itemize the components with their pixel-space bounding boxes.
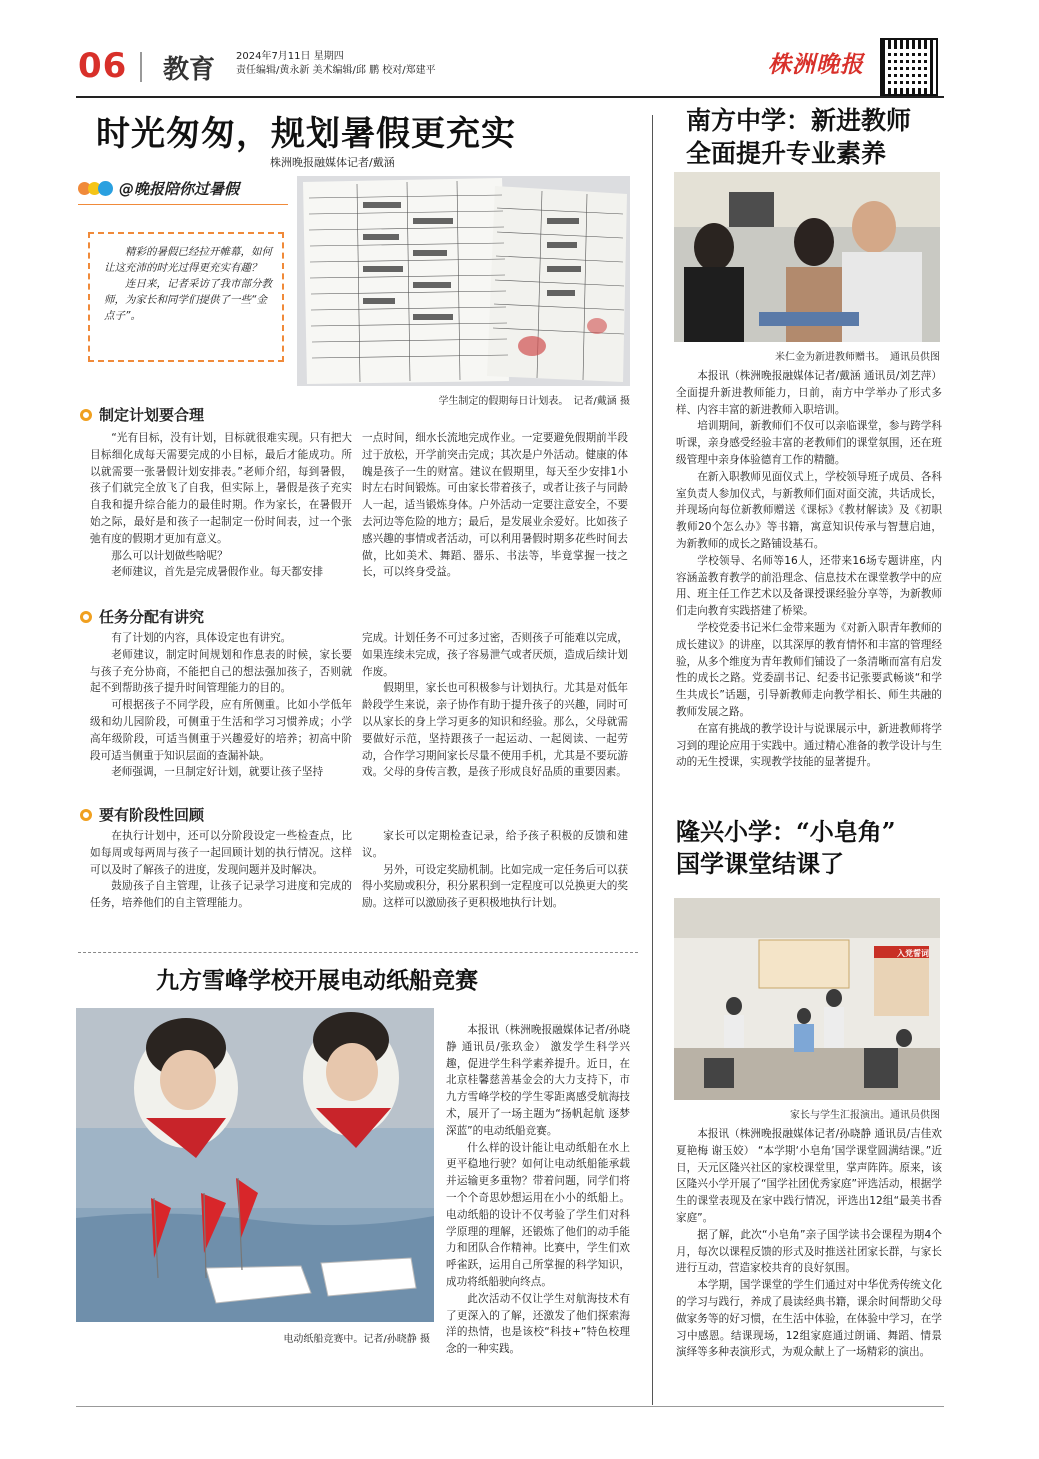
article-paragraph: 学校党委书记米仁金带来题为《对新入职青年教师的成长建议》的讲座，以其深厚的教育情怀和丰富的管理经验，从多个维度为青年教师们铺设了一条清晰而富有启发性的成长之路。党委副书记、纪委书记张要武畅谈“和学生共成长”话题，引导新教师走向教学相长、师生共融的教师发展之路。 xyxy=(676,621,942,718)
section3-left-column xyxy=(90,828,352,952)
longxing-photo-caption: 家长与学生汇报演出。通讯员供图 xyxy=(790,1110,940,1121)
article-paragraph: 那么可以计划做些啥呢？ xyxy=(111,549,228,562)
section2-left-column xyxy=(90,630,352,802)
title-line: 全面提升专业素养 xyxy=(686,139,887,168)
section3-right-column xyxy=(362,828,628,952)
plan-sheet-photo xyxy=(297,176,630,386)
article-paragraph: 家长可以定期检查记录，给予孩子积极的反馈和建议。 xyxy=(362,830,628,859)
newspaper-logo: 株洲晚报 xyxy=(768,51,864,78)
article-paragraph: 培训期间，新教师们不仅可以亲临课堂，参与跨学科听课，亲身感受经验丰富的老教师们的课堂氛围，还在班级管理中亲身体验德育工作的精髓。 xyxy=(676,420,942,466)
section1-left-column xyxy=(90,430,352,602)
article-paragraph: 老师强调，一旦制定好计划，就要让孩子坚持 xyxy=(111,766,324,779)
article-paragraph: “光有目标，没有计划，目标就很难实现。只有把大目标细化成每天需要完成的小目标，最后才能成功。所以就需要一张暑假计划安排表。”老师介绍，每到暑假，孩子们就完全放飞了自我，但实际上，暑假是孩子充实自我和提升综合能力的最佳时期。作为家长，在暑假开始之际，最好是和孩子一起制定一份时间表，过一个张弛有度的假期才更加有意义。 xyxy=(90,432,352,545)
article-paragraph: 在富有挑战的教学设计与说课展示中，新进教师将学习到的理论应用于实践中。通过精心准备的教学设计与生动的无生授课，实现教学技能的显著提升。 xyxy=(676,722,942,769)
article-paragraph: 一点时间，细水长流地完成作业。一定要避免假期前半段过于放松，开学前突击完成；其次是户外活动。健康的体魄是孩子一生的财富。建议在假期里，每天至少安排1小时左右时间锻炼。可由家长带着孩子，或者让孩子与同龄人一起，适当锻炼身体。户外活动一定要注意安全，不要去河边等危险的地方；最后，是发展业余爱好。比如孩子感兴趣的事情或者活动，可以利用暑假时期多花些时间去做，比如美术、舞蹈、器乐、书法等，毕竟掌握一技之长，可以终身受益。 xyxy=(362,432,628,579)
article-paragraph: 什么样的设计能让电动纸船在水上更平稳地行驶？如何让电动纸船能承载并运输更多重物？带着问题，同学们将一个个奇思妙想运用在小小的纸船上。电动纸船的设计不仅考验了学生们对科学原理的理解，还锻炼了他们的动手能力和团队合作精神。比赛中，学生们欢呼雀跃，运用自己所掌握的科学知识，成功将纸船驶向终点。 xyxy=(446,1141,630,1288)
circle-bullet-icon xyxy=(80,611,92,623)
circle-bullet-icon xyxy=(80,409,92,421)
photo-banner-text: 入党誓词 xyxy=(897,949,929,958)
masthead-rule xyxy=(76,96,944,98)
boat-race-graphic xyxy=(76,1008,434,1322)
teacher-gift-photo xyxy=(674,172,940,342)
section2-right-column xyxy=(362,630,628,802)
section-heading-review xyxy=(80,804,204,825)
intro-paragraph: 精彩的暑假已经拉开帷幕，如何让这充沛的时光过得更充实有趣？ xyxy=(104,246,272,274)
intro-text xyxy=(104,244,272,324)
boat-article-body xyxy=(446,1022,630,1356)
longxing-article-body xyxy=(676,1126,942,1359)
title-line: 隆兴小学：“小皂角” xyxy=(676,817,896,846)
column-tag-text: @晚报陪你过暑假 xyxy=(119,180,240,198)
boat-article-title: 九方雪峰学校开展电动纸船竞赛 xyxy=(156,967,478,994)
blue-dot-icon xyxy=(98,181,113,196)
nanfang-article-title xyxy=(686,104,911,170)
section-heading-text: 要有阶段性回顾 xyxy=(99,806,205,824)
bottom-rule xyxy=(76,1406,944,1407)
article-paragraph: 鼓励孩子自主管理，让孩子记录学习进度和完成的任务，培养他们的自主管理能力。 xyxy=(90,880,352,910)
performance-photo xyxy=(674,898,940,1100)
boat-photo-caption: 电动纸船竞赛中。记者/孙晓静 摄 xyxy=(283,1334,430,1345)
article-paragraph: 本报讯（株洲晚报融媒体记者/戴涵 通讯员/刘艺萍） 全面提升新进教师能力，日前，南方中学举办了形式多样、内容丰富的新进教师入职培训。 xyxy=(676,370,942,416)
article-paragraph: 假期里，家长也可积极参与计划执行。尤其是对低年龄段学生来说，亲子协作有助于提升孩子的兴趣，同时可以从家长的身上学习更多的知识和经验。那么，父母就需要做好示范，坚持跟孩子一起运动、一起阅读、一起劳动，合作学习期间家长尽量不使用手机，尤其是不要玩游戏。父母的身传言教，是孩子形成良好品质的重要因素。 xyxy=(362,682,628,779)
section-heading-tasks xyxy=(80,606,204,627)
article-paragraph: 此次活动不仅让学生对航海技术有了更深入的了解，还激发了他们探索海洋的热情，也是该校“科技+”特色校理念的一种实践。 xyxy=(446,1292,630,1356)
section-heading-text: 制定计划要合理 xyxy=(99,406,205,424)
article-paragraph: 有了计划的内容，具体设定也有讲究。 xyxy=(111,632,292,644)
article-paragraph: 完成。计划任务不可过多过密，否则孩子可能难以完成，如果连续未完成，孩子容易泄气或者厌烦，造成后续计划作废。 xyxy=(362,632,628,678)
section1-right-column xyxy=(362,430,628,602)
date-line: 2024年7月11日 星期四 xyxy=(236,51,344,62)
article-paragraph: 在执行计划中，还可以分阶段设定一些检查点，比如每周或每两周与孩子一起回顾计划的执行情况。这样可以及时了解孩子的进度，发现问题并及时解决。 xyxy=(90,830,352,876)
column-divider xyxy=(652,115,653,1405)
column-tag xyxy=(78,178,239,199)
qr-code-icon xyxy=(880,38,938,96)
performance-graphic xyxy=(674,898,940,1100)
editors-line: 责任编辑/黄永新 美术编辑/邱 鹏 校对/郑建平 xyxy=(236,65,436,76)
title-line: 南方中学：新进教师 xyxy=(686,106,912,135)
article-paragraph: 本报讯（株洲晚报融媒体记者/孙晓静 通讯员/吉佳欢 夏艳梅 谢玉姣） “本学期‘小皂角’国学课堂圆满结课。”近日，天元区隆兴社区的家校课堂里，掌声阵阵。原来，该区隆兴小学开展了“国学社团优秀家庭”评选活动，根据学生的课堂表现及在家中践行情况，评选出12组“最美书香家庭”。 xyxy=(676,1128,942,1224)
teacher-gift-graphic xyxy=(674,172,940,342)
section-heading-plan xyxy=(80,404,204,425)
plan-sheet-graphic xyxy=(297,176,630,386)
title-line: 国学课堂结课了 xyxy=(676,849,844,878)
article-paragraph: 本报讯（株洲晚报融媒体记者/孙晓静 通讯员/张玖金） 激发学生科学兴趣，促进学生科学素养提升。近日，在北京桂馨慈善基金会的大力支持下，市九方雪峰学校的学生零距离感受航海技术，展开了一场主题为“扬帆起航 逐梦深蓝”的电动纸船竞赛。 xyxy=(446,1024,630,1137)
article-paragraph: 可根据孩子不同学段，应有所侧重。比如小学低年级和幼儿园阶段，可侧重于生活和学习习惯养成；小学高年级阶段，可适当侧重于兴趣爱好的培养；初高中阶段可适当侧重于知识层面的查漏补缺。 xyxy=(90,699,352,762)
main-article-byline: 株洲晚报融媒体记者/戴涵 xyxy=(270,156,395,169)
article-paragraph: 老师建议，首先是完成暑假作业。每天都安排 xyxy=(111,566,324,579)
boat-race-photo xyxy=(76,1008,434,1322)
section-heading-text: 任务分配有讲究 xyxy=(99,608,205,626)
nanfang-article-body xyxy=(676,368,942,798)
main-article-title: 时光匆匆，规划暑假更充实 xyxy=(96,114,516,154)
article-paragraph: 本学期，国学课堂的学生们通过对中华优秀传统文化的学习与践行，养成了晨读经典书籍，课余时间帮助父母做家务等的好习惯，在生活中体验，在体验中学习，在学习中感恩。结课现场，12组家庭通过朗诵、舞蹈、情景演绎等多种表演形式，为观众献上了一场精彩的演出。 xyxy=(676,1279,942,1359)
masthead-divider xyxy=(140,52,142,82)
intro-paragraph: 连日来，记者采访了我市部分教师，为家长和同学们提供了一些“金点子”。 xyxy=(104,278,272,322)
plan-photo-caption: 学生制定的假期每日计划表。 记者/戴涵 摄 xyxy=(438,396,630,407)
circle-bullet-icon xyxy=(80,809,92,821)
page-number: 06 xyxy=(78,46,128,86)
longxing-article-title xyxy=(676,816,896,880)
article-separator xyxy=(78,952,638,953)
article-paragraph: 据了解，此次“小皂角”亲子国学读书会课程为期4个月，每次以课程反馈的形式及时推送社团家长群，与家长进行互动，营造家校共育的良好氛围。 xyxy=(676,1228,942,1275)
nanfang-photo-caption: 米仁金为新进教师赠书。 通讯员供图 xyxy=(775,352,940,363)
article-paragraph: 老师建议，制定时间规划和作息表的时候，家长要与孩子充分协商，不能把自己的想法强加孩子，否则就起不到帮助孩子提升时间管理能力的目的。 xyxy=(90,648,352,695)
tag-underline xyxy=(78,204,288,205)
masthead-meta xyxy=(236,50,436,78)
section-title: 教育 xyxy=(163,55,216,85)
article-paragraph: 学校领导、名师等16人，还带来16场专题讲座，内容涵盖教育教学的前沿理念、信息技术在课堂教学中的应用、班主任工作艺术以及备课授课经验分享等，为新教师们走向教育实践搭建了桥梁。 xyxy=(676,554,942,618)
article-paragraph: 另外，可设定奖励机制。比如完成一定任务后可以获得小奖励或积分，积分累积到一定程度可以兑换更大的奖励。这样可以激励孩子更积极地执行计划。 xyxy=(362,863,628,910)
article-paragraph: 在新入职教师见面仪式上，学校领导班子成员、各科室负责人参加仪式，与新教师们面对面交流，共话成长，并现场向每位新教师赠送《课标》《教材解读》及《初职教师20个怎么办》等书籍，寓意知识传承与智慧启迪，为新教师的成长之路铺设基石。 xyxy=(676,470,942,550)
